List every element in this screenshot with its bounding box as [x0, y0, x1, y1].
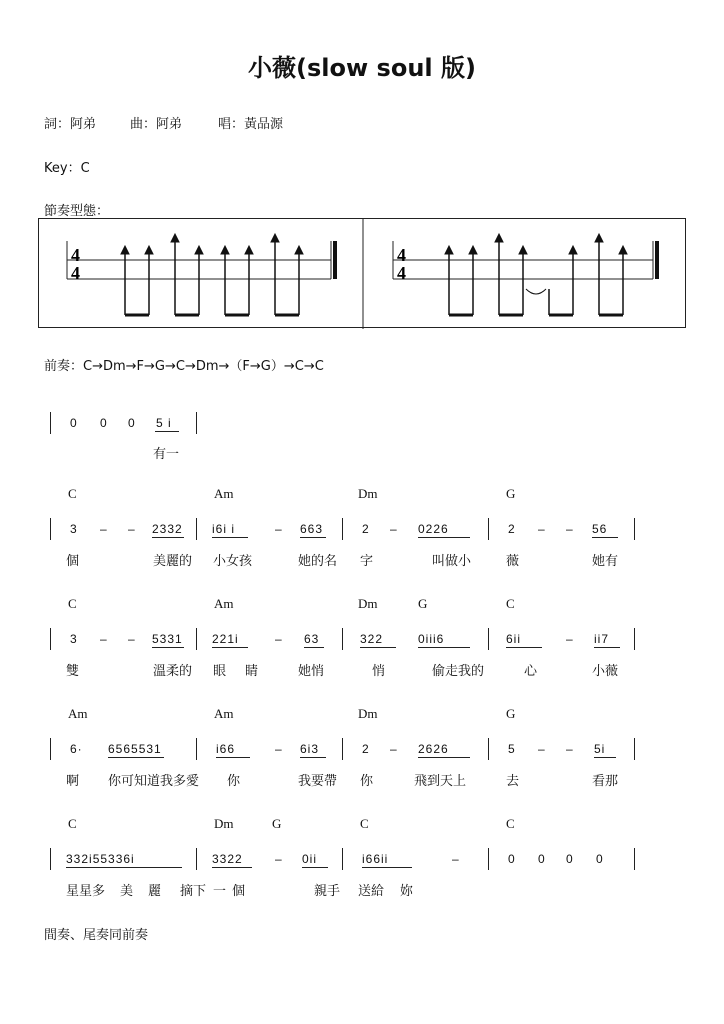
note: –: [566, 632, 574, 646]
chord: C: [506, 816, 515, 831]
key-label: Key：C: [44, 161, 90, 176]
lyric: 星星多: [66, 884, 106, 899]
lyric: 睛: [245, 664, 259, 679]
note: ii7: [594, 632, 610, 646]
lyric: 麗: [148, 884, 162, 899]
time-sig-top: 4: [71, 245, 80, 265]
note: 5i: [594, 742, 606, 756]
lyric: 小薇: [592, 664, 619, 679]
note: 2: [362, 742, 370, 756]
lyric: 小女孩: [213, 554, 253, 569]
lyric: 去: [506, 774, 520, 789]
note: 0: [566, 852, 574, 866]
note: 221i: [212, 632, 239, 646]
lyric: 美麗的: [153, 554, 193, 569]
barline: [196, 412, 197, 434]
svg-text:4: 4: [397, 245, 406, 265]
lyric: 雙: [66, 664, 80, 679]
lyric: 妳: [400, 884, 414, 899]
rhythm-label: 節奏型態：: [44, 204, 110, 219]
intro-note-2: 0: [100, 416, 108, 430]
rhythm-pattern-svg: [39, 219, 687, 329]
lyric: 一: [213, 884, 227, 899]
chord: Am: [214, 596, 234, 611]
note: 2332: [152, 522, 183, 536]
note: 2: [508, 522, 516, 536]
lyric: 你可知道我多愛: [108, 774, 200, 789]
lyricist-credit: 詞：阿弟: [44, 117, 97, 132]
barline: [50, 412, 51, 434]
note: –: [566, 742, 574, 756]
lyric: 她悄: [298, 664, 325, 679]
chord: Dm: [358, 706, 378, 721]
chord: G: [272, 816, 282, 831]
lyric: 個: [232, 884, 246, 899]
note: –: [275, 852, 283, 866]
note: –: [390, 522, 398, 536]
chord: C: [68, 596, 77, 611]
note: 2626: [418, 742, 449, 756]
note: i6i i: [212, 522, 236, 536]
note: –: [390, 742, 398, 756]
lyric: 你: [227, 774, 241, 789]
lyric: 啊: [66, 774, 80, 789]
chord: G: [506, 706, 516, 721]
note: 332i55336i: [66, 852, 135, 866]
note: 0iii6: [418, 632, 445, 646]
page-title: 小薇(slow soul 版): [248, 54, 476, 82]
chord: C: [68, 486, 77, 501]
note: –: [275, 742, 283, 756]
chord: Am: [214, 706, 234, 721]
footer-note: 間奏、尾奏同前奏: [44, 928, 149, 943]
note: 0: [508, 852, 516, 866]
lyric: 溫柔的: [153, 664, 193, 679]
chord: Dm: [358, 596, 378, 611]
note: 6i3: [300, 742, 320, 756]
lyric: 親手: [314, 884, 341, 899]
note: –: [100, 522, 108, 536]
singer-credit: 唱：黃品源: [218, 117, 284, 132]
chord: G: [418, 596, 428, 611]
note: –: [275, 522, 283, 536]
chord: Am: [214, 486, 234, 501]
note: 0ii: [302, 852, 318, 866]
note: 322: [360, 632, 384, 646]
chord: Dm: [214, 816, 234, 831]
note: 3: [70, 522, 78, 536]
chord: C: [506, 596, 515, 611]
composer-credit: 曲：阿弟: [130, 117, 183, 132]
lyric: 叫做小: [432, 554, 472, 569]
lyric: 悄: [372, 664, 386, 679]
intro-note-1: 0: [70, 416, 78, 430]
note: 3: [70, 632, 78, 646]
lyric: 心: [524, 664, 538, 679]
note: 0226: [418, 522, 449, 536]
lyric: 送給: [358, 884, 385, 899]
note: i66ii: [362, 852, 389, 866]
note: 6ii: [506, 632, 522, 646]
note: 56: [592, 522, 608, 536]
note: 663: [300, 522, 324, 536]
note: –: [538, 522, 546, 536]
note: –: [566, 522, 574, 536]
note: –: [100, 632, 108, 646]
lyric: 字: [360, 554, 374, 569]
lyric: 眼: [213, 664, 227, 679]
lyric: 我要帶: [298, 774, 338, 789]
note: 2: [362, 522, 370, 536]
intro-note-3: 0: [128, 416, 136, 430]
lyric: 飛到天上: [414, 774, 467, 789]
intro-lyric: 有一: [153, 447, 180, 462]
time-sig-bottom: 4: [71, 263, 80, 283]
note: 0: [538, 852, 546, 866]
note: 63: [304, 632, 320, 646]
rhythm-pattern-box: [38, 218, 686, 328]
note: –: [275, 632, 283, 646]
chord: Am: [68, 706, 88, 721]
rhythm-staff-1: [67, 241, 335, 283]
lyric: 偷走我的: [432, 664, 485, 679]
svg-text:4: 4: [397, 263, 406, 283]
chord: Dm: [358, 486, 378, 501]
note: –: [128, 632, 136, 646]
lyric: 你: [360, 774, 374, 789]
lyric: 她有: [592, 554, 619, 569]
note: –: [452, 852, 460, 866]
lyric: 摘下: [180, 884, 207, 899]
note: 3322: [212, 852, 243, 866]
lyric: 看那: [592, 774, 619, 789]
lyric: 美: [120, 884, 134, 899]
note: 6·: [70, 742, 83, 756]
chord: G: [506, 486, 516, 501]
lyric: 薇: [506, 554, 520, 569]
lyric: 她的名: [298, 554, 338, 569]
note: 0: [596, 852, 604, 866]
prelude-progression: 前奏：C→Dm→F→G→C→Dm→（F→G）→C→C: [44, 359, 324, 374]
note: i66: [216, 742, 236, 756]
chord: C: [360, 816, 369, 831]
rhythm-staff-2: [393, 241, 657, 283]
note: 6565531: [108, 742, 162, 756]
chord: C: [68, 816, 77, 831]
note: 5331: [152, 632, 183, 646]
intro-note-4: 5 i: [156, 416, 172, 430]
lyric: 個: [66, 554, 80, 569]
note: –: [538, 742, 546, 756]
note: 5: [508, 742, 516, 756]
note: –: [128, 522, 136, 536]
